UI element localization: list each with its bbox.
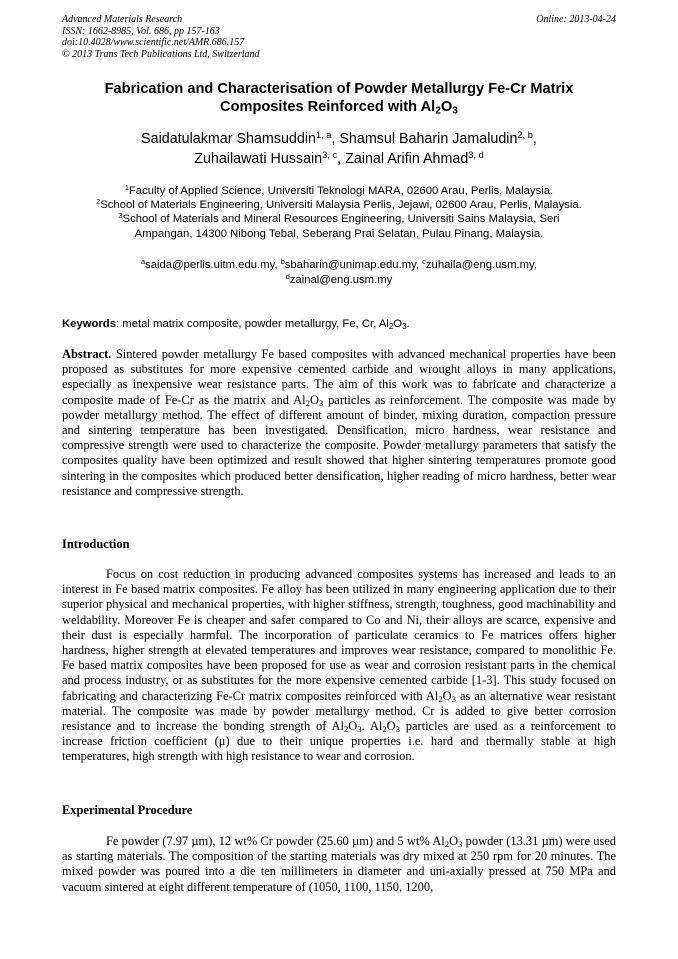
title-line-2: Composites Reinforced with $Al_2O_3$ — [220, 99, 458, 117]
experimental-paragraph: Fe powder (7.97 µm), 12 wt% Cr powder (25.60 µm) and 5 wt% $Al_2O_3$ powder (13.31 µm) were used as starting materials. The composition of the starting materials was dry mixed at 250 rpm for 20 minutes. The mixed powder was poured into a die ten millimeters in diameter and uni-axially pressed at 750 MPa and vacuum sintered at eight different temperature of (1050, 1100, 1150, 1200, — [62, 834, 617, 894]
author-line-2: Zuhailawati Hussain$^{3, c}$, Zainal Arifin Ahmad$^{3, d}$ — [194, 149, 484, 167]
title-line-1: Fabrication and Characterisation of Powder Metallurgy Fe-Cr Matrix — [104, 81, 574, 97]
email-list — [62, 258, 616, 287]
author-name: Zuhailawati Hussain — [194, 150, 323, 167]
introduction-paragraph: Focus on cost reduction in producing advanced composites systems has increased and leads to an interest in Fe based matrix composites. Fe alloy has been utilized in many engineering application due to their superior physical and mechanical properties, with higher stiffness, strength, toughness, good machinability and weldability. Moreover Fe is cheaper and safer compared to Co and Ni, their alloys are scarce, expensive and their dust is especially harmful. The incorporation of particulate ceramics to Fe matrices offers higher hardness, higher strength at elevated temperatures and improves wear resistance, compared to monolithic Fe. Fe based matrix composites have been proposed for use as wear and corrosion resistant parts in the chemical and process industry, or as substitutes for the more expensive cemented carbide [1-3]. This study focused on fabricating and characterizing Fe-Cr matrix composites reinforced with $Al_2O_3$ as an alternative wear resistant material. The composite was made by powder metallurgy method. Cr is added to give better corrosion resistance and to increase the bonding strength of $Al_2O_3$. $Al_2O_3$ particles are used as a reinforcement to increase friction coefficient (μ) due to their unique properties i.e. hard and thermally stable at high temperatures, high strength with high resistance to wear and corrosion. — [62, 567, 616, 764]
journal-header — [62, 14, 260, 60]
author-list — [62, 130, 616, 169]
abstract: Abstract. Sintered powder metallurgy Fe based composites with advanced mechanical properties have been proposed as substitutes for more expensive cemented carbide and wrought alloys in many applications, especially as inexpensive wear resistance parts. The aim of this work was to fabricate and characterize a composite made of Fe-Cr as the matrix and $Al_2O_3$ particles as reinforcement. The composite was made by powder metallurgy method. The effect of different amount of binder, mixing duration, compaction pressure and sintering temperature has been investigated. Densification, micro hardness, wear resistance and compressive strength were used to characterize the composite. Powder metallurgy parameters that satisfy the composites quality have been optimized and result showed that higher sintering temperatures promote good sintering in the composites which produced better densification, higher reading of micro hardness, better wear resistance and compressive strength. — [62, 347, 616, 498]
email-link[interactable]: zuhaila@eng.usm.my, — [425, 259, 537, 271]
section-heading-introduction: Introduction — [62, 537, 130, 551]
journal-name: Advanced Materials Research — [62, 14, 183, 25]
affiliation-list — [62, 184, 616, 241]
section-heading-experimental: Experimental Procedure — [62, 803, 193, 817]
issn-line: ISSN: 1662-8985, Vol. 686, pp 157-163 — [62, 25, 220, 37]
keywords-label: Keywords — [62, 318, 116, 330]
online-date: Online: 2013-04-24 — [536, 14, 616, 25]
affiliation: $^3$School of Materials and Mineral Resources Engineering, Universiti Sains Malaysia, Seri — [118, 211, 560, 226]
abstract-label: Abstract. — [62, 347, 112, 361]
email-link[interactable]: saida@perlis.uitm.edu.my, — [145, 259, 281, 271]
author-line-1: Saidatulakmar Shamsuddin$^{1, a}$, Shamsul Baharin Jamaludin$^{2, b}$, — [141, 129, 537, 147]
affiliation: Ampangan, 14300 Nibong Tebal, Seberang Prai Selatan, Pulau Pinang, Malaysia. — [134, 227, 544, 240]
email-link[interactable]: sbaharin@unimap.edu.my, — [284, 259, 423, 271]
paper-title — [62, 80, 616, 116]
keywords: Keywords: metal matrix composite, powder metallurgy, Fe, Cr, $Al_2O_3$. — [62, 318, 410, 331]
affiliation: $^1$Faculty of Applied Science, Universiti Teknologi MARA, 02600 Arau, Perlis, Malaysia. — [124, 182, 554, 197]
author-name: Shamsul Baharin Jamaludin — [339, 131, 518, 147]
copyright-line: © 2013 Trans Tech Publications Ltd, Switzerland — [62, 48, 260, 60]
doi-line: doi:10.4028/www.scientific.net/AMR.686.157 — [62, 37, 245, 48]
email-link[interactable]: zainal@eng.usm.my — [289, 273, 393, 286]
author-name: Zainal Arifin Ahmad — [345, 150, 469, 167]
email-line-2: $^d$zainal@eng.usm.my — [285, 271, 393, 286]
affiliation: $^2$School of Materials Engineering, Universiti Malaysia Perlis, Jejawi, 02600 Arau, Perlis, Malaysia. — [96, 197, 582, 212]
author-name: Saidatulakmar Shamsuddin — [141, 131, 316, 147]
email-line-1: $^a$saida@perlis.uitm.edu.my, $^b$sbaharin@unimap.edu.my, $^c$zuhaila@eng.usm.my, — [141, 256, 537, 271]
